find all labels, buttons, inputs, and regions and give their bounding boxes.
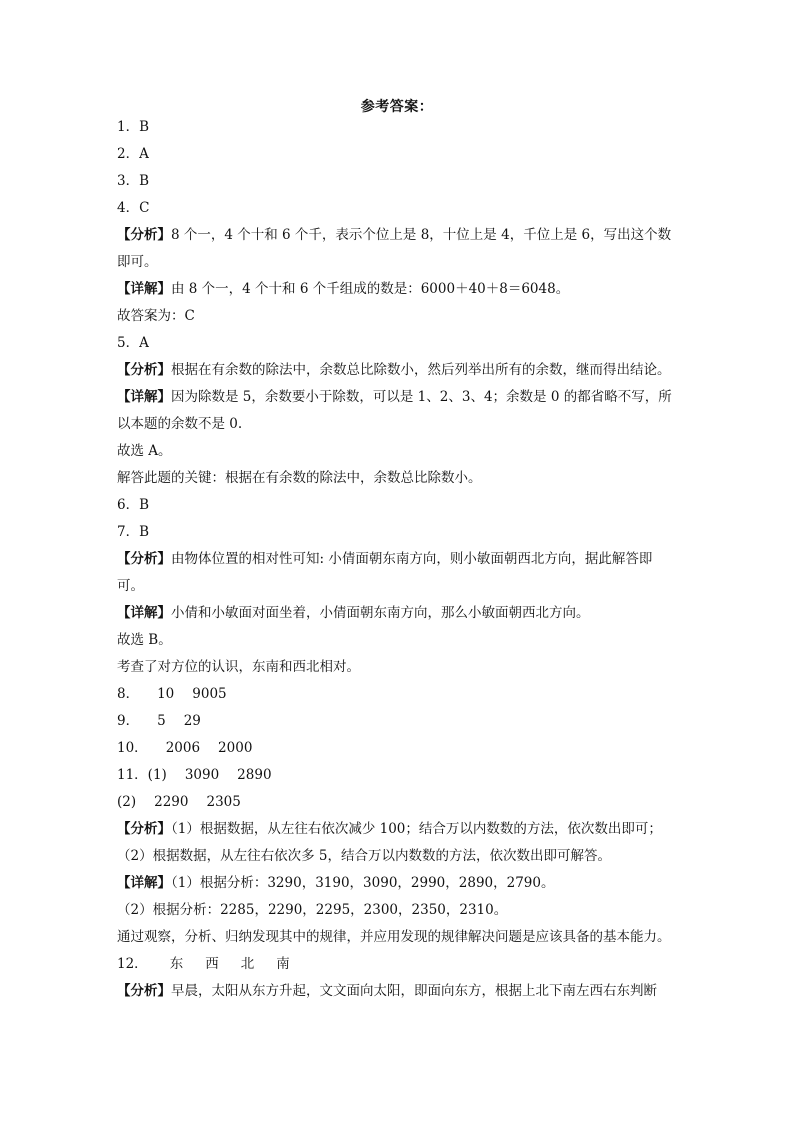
answer-q12 <box>117 951 687 978</box>
detail-text: 因为除数是 5，余数要小于除数，可以是 1、2、3、4；余数是 0 的都省略不写，所 <box>171 389 672 405</box>
q5-choose: 故选 A。 <box>117 443 172 459</box>
q4-analysis <box>117 222 687 249</box>
q8-blank-1: 10 <box>157 686 175 702</box>
answer-q11-2 <box>117 789 687 816</box>
detail-tag: 【详解】 <box>117 875 171 891</box>
q11-number: 11．(1) <box>117 767 167 783</box>
analysis-tag: 【分析】 <box>117 227 171 243</box>
analysis-tag: 【分析】 <box>117 983 171 999</box>
answer-q10 <box>117 735 687 762</box>
analysis-text: 早晨，太阳从东方升起，文文面向太阳，即面向东方，根据上北下南左西右东判断 <box>171 983 657 999</box>
answer-list <box>117 114 687 1005</box>
analysis-tag: 【分析】 <box>117 821 171 837</box>
q11-2-number: (2) <box>117 794 137 810</box>
analysis-text: 8 个一，4 个十和 6 个千，表示个位上是 8，十位上是 4，千位上是 6，写出这个数 <box>171 227 672 243</box>
analysis-text: （1）根据数据，从左往右依次减少 100；结合万以内数数的方法，依次数出即可； <box>171 821 662 837</box>
q11-blank-2: 2890 <box>237 767 272 783</box>
q11-2-blank-2: 2305 <box>206 794 241 810</box>
detail-tag: 【详解】 <box>117 389 171 405</box>
answer-q7: 7．B <box>117 524 150 540</box>
answer-q2: 2．A <box>117 146 149 162</box>
answer-q3: 3．B <box>117 173 150 189</box>
q4-detail <box>117 276 687 303</box>
detail-text: （1）根据分析：3290，3190，3090，2990，2890，2790。 <box>171 875 555 891</box>
q4-analysis-cont: 即可。 <box>117 254 158 270</box>
q11-blank-1: 3090 <box>184 767 220 783</box>
q9-number: 9． <box>117 713 140 729</box>
q9-blank-2: 29 <box>183 713 201 729</box>
q5-analysis <box>117 357 687 384</box>
q10-blank-2: 2000 <box>218 740 253 756</box>
q9-blank-1: 5 <box>157 713 166 729</box>
q12-blank-1: 东 <box>169 956 184 972</box>
answer-q1: 1．B <box>117 119 150 135</box>
detail-tag: 【详解】 <box>117 281 171 297</box>
q11-note: 通过观察，分析、归纳发现其中的规律，并应用发现的规律解决问题是应该具备的基本能力。 <box>117 929 671 945</box>
q7-detail <box>117 600 687 627</box>
q5-detail <box>117 384 687 411</box>
page-title: 参考答案： <box>360 99 434 115</box>
q11-2-blank-1: 2290 <box>154 794 189 810</box>
q11-analysis <box>117 816 687 843</box>
q8-number: 8． <box>117 686 140 702</box>
q7-analysis <box>117 546 687 573</box>
q11-detail-2: （2）根据分析：2285，2290，2295，2300，2350，2310。 <box>117 902 508 918</box>
analysis-tag: 【分析】 <box>117 551 171 567</box>
q12-analysis <box>117 978 687 1005</box>
analysis-tag: 【分析】 <box>117 362 171 378</box>
q5-key: 解答此题的关键：根据在有余数的除法中，余数总比除数小。 <box>117 470 482 486</box>
detail-tag: 【详解】 <box>117 605 171 621</box>
analysis-text: 由物体位置的相对性可知: 小倩面朝东南方向，则小敏面朝西北方向，据此解答即 <box>171 551 653 567</box>
q10-blank-1: 2006 <box>165 740 201 756</box>
q8-blank-2: 9005 <box>192 686 227 702</box>
q10-number: 10． <box>117 740 148 756</box>
q12-blank-4: 南 <box>276 956 290 972</box>
answer-q6: 6．B <box>117 497 150 513</box>
analysis-text: 根据在有余数的除法中，余数总比除数小，然后列举出所有的余数，继而得出结论。 <box>171 362 671 378</box>
q12-number: 12． <box>117 956 148 972</box>
detail-text: 由 8 个一，4 个十和 6 个千组成的数是：6000＋40＋8＝6048。 <box>171 281 570 297</box>
q11-analysis-2: （2）根据数据，从左往右依次多 5，结合万以内数数的方法，依次数出即可解答。 <box>117 848 611 864</box>
answer-q11-1 <box>117 762 687 789</box>
q12-blank-2: 西 <box>205 956 219 972</box>
q5-detail-cont: 以本题的余数不是 0. <box>117 416 243 432</box>
answer-q5: 5．A <box>117 335 149 351</box>
q4-conclusion: 故答案为：C <box>117 308 195 324</box>
q12-blank-3: 北 <box>240 956 255 972</box>
answer-q9 <box>117 708 687 735</box>
detail-text: 小倩和小敏面对面坐着，小倩面朝东南方向，那么小敏面朝西北方向。 <box>171 605 590 621</box>
q7-analysis-cont: 可。 <box>117 578 144 594</box>
q11-detail <box>117 870 687 897</box>
q7-note: 考查了对方位的认识，东南和西北相对。 <box>117 659 360 675</box>
q7-choose: 故选 B。 <box>117 632 172 648</box>
answer-q8 <box>117 681 687 708</box>
answer-q4: 4．C <box>117 200 150 216</box>
